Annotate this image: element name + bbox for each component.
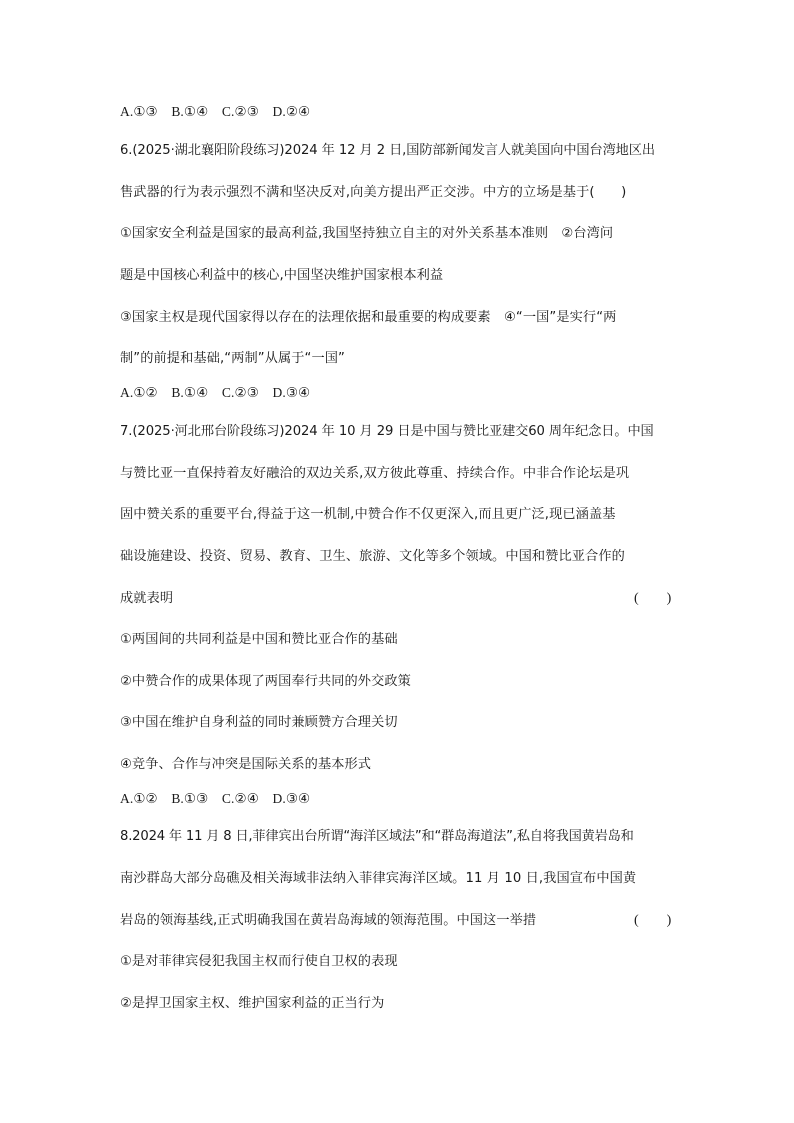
q7-answer-paren: ( ) — [634, 591, 672, 606]
q7-statement-1: ①两国间的共同利益是中国和赞比亚合作的基础 — [120, 632, 398, 647]
q8-statement-1: ①是对菲律宾侵犯我国主权而行使自卫权的表现 — [120, 954, 398, 969]
q7-stem-line-5: 成就表明 — [120, 591, 174, 606]
q8-stem-line-2: 南沙群岛大部分岛礁及相关海域非法纳入菲律宾海洋区域。11 月 10 日,我国宣布中国黄 — [120, 871, 637, 886]
q6-statement-line-1: ①国家安全利益是国家的最高利益,我国坚持独立自主的对外关系基本准则 ②台湾问 — [120, 226, 614, 241]
q6-stem-line-1: 6.(2025·湖北襄阳阶段练习)2024 年 12 月 2 日,国防部新闻发言人就美国向中国台湾地区出 — [120, 143, 655, 158]
q6-stem-line-2: 售武器的行为表示强烈不满和坚决反对,向美方提出严正交涉。中方的立场是基于( ) — [120, 185, 627, 200]
q7-statement-3: ③中国在维护自身利益的同时兼顾赞方合理关切 — [120, 715, 398, 730]
q8-stem-line-3: 岩岛的领海基线,正式明确我国在黄岩岛海域的领海范围。中国这一举措 — [120, 913, 537, 928]
q7-statement-4: ④竞争、合作与冲突是国际关系的基本形式 — [120, 757, 372, 772]
q5-options: A.①③ B.①④ C.②③ D.②④ — [120, 104, 311, 119]
q6-options: A.①② B.①④ C.②③ D.③④ — [120, 385, 311, 400]
q7-stem-line-4: 础设施建设、投资、贸易、教育、卫生、旅游、文化等多个领域。中国和赞比亚合作的 — [120, 549, 625, 564]
q7-stem-line-3: 固中赞关系的重要平台,得益于这一机制,中赞合作不仅更深入,而且更广泛,现已涵盖基 — [120, 507, 616, 522]
q7-options: A.①② B.①③ C.②④ D.③④ — [120, 791, 311, 806]
q7-stem-line-1: 7.(2025·河北邢台阶段练习)2024 年 10 月 29 日是中国与赞比亚建交60 周年纪念日。中国 — [120, 424, 654, 439]
q6-statement-line-3: ③国家主权是现代国家得以存在的法理依据和最重要的构成要素 ④“一国”是实行“两 — [120, 310, 617, 325]
q6-statement-line-4: 制”的前提和基础,“两制”从属于“一国” — [120, 351, 345, 366]
q6-statement-line-2: 题是中国核心利益中的核心,中国坚决维护国家根本利益 — [120, 268, 444, 283]
q7-statement-2: ②中赞合作的成果体现了两国奉行共同的外交政策 — [120, 674, 411, 689]
q7-stem-line-2: 与赞比亚一直保持着友好融洽的双边关系,双方彼此尊重、持续合作。中非合作论坛是巩 — [120, 466, 630, 481]
q8-answer-paren: ( ) — [634, 913, 672, 928]
q8-stem-line-1: 8.2024 年 11 月 8 日,菲律宾出台所谓“海洋区域法”和“群岛海道法”,私自将我国黄岩岛和 — [120, 829, 634, 844]
q8-statement-2: ②是捍卫国家主权、维护国家利益的正当行为 — [120, 996, 385, 1011]
